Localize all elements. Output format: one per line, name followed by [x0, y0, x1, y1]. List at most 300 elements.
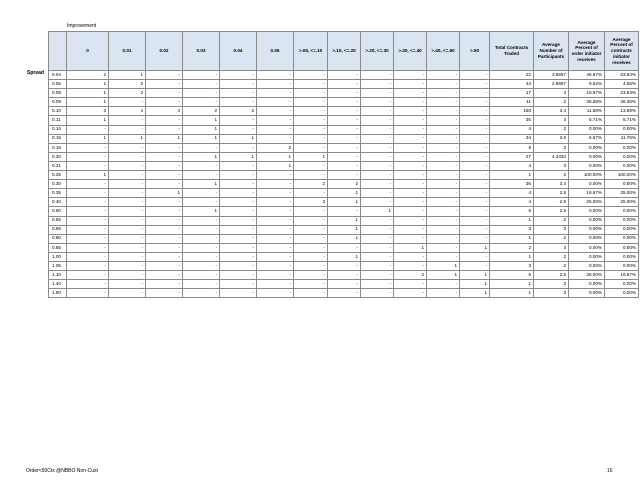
table-cell: - [146, 80, 183, 89]
table-cell: 4.3333 [534, 152, 569, 161]
table-cell: 1 [394, 243, 427, 252]
table-cell: 25.00% [605, 189, 639, 198]
table-cell: - [427, 289, 460, 298]
table-cell: - [394, 134, 427, 143]
table-cell: - [328, 152, 361, 161]
table-cell: 0.00% [605, 280, 639, 289]
table-cell: - [361, 289, 394, 298]
table-cell: - [257, 80, 294, 89]
table-cell: 34 [490, 134, 534, 143]
table-cell: - [294, 171, 328, 180]
table-cell: 1 [257, 161, 294, 170]
table-cell: - [460, 189, 490, 198]
table-cell: 3 [490, 261, 534, 270]
table-cell: 0.00% [569, 234, 605, 243]
table-cell: - [361, 161, 394, 170]
table-cell: - [460, 134, 490, 143]
table-cell: - [427, 216, 460, 225]
table-cell: - [294, 271, 328, 280]
table-cell: - [109, 98, 146, 107]
table-cell: - [146, 98, 183, 107]
table-cell: - [183, 80, 220, 89]
table-cell: - [361, 80, 394, 89]
table-row [49, 234, 639, 243]
table-cell: - [220, 261, 257, 270]
table-cell: 1 [109, 71, 146, 80]
table-row [49, 116, 639, 125]
table-cell: 3 [534, 161, 569, 170]
table-cell: - [146, 280, 183, 289]
table-cell: 1 [67, 80, 109, 89]
table-cell: - [220, 234, 257, 243]
table-cell: - [109, 152, 146, 161]
table-cell: - [294, 143, 328, 152]
spread-value-cell: 0.14 [49, 125, 67, 134]
table-cell: 0.00% [605, 243, 639, 252]
table-cell: 0.00% [569, 252, 605, 261]
table-cell: 1 [460, 280, 490, 289]
table-row [49, 161, 639, 170]
table-cell: 2.5 [534, 198, 569, 207]
table-cell: - [328, 271, 361, 280]
table-cell: - [183, 271, 220, 280]
table-cell: - [109, 143, 146, 152]
table-cell: - [328, 143, 361, 152]
table-cell: 4 [490, 189, 534, 198]
table-cell: 3.4 [534, 107, 569, 116]
table-cell: 1 [328, 198, 361, 207]
table-cell: - [361, 152, 394, 161]
table-cell: - [460, 225, 490, 234]
table-cell: - [257, 116, 294, 125]
table-cell: - [146, 161, 183, 170]
table-cell: 0.00% [605, 261, 639, 270]
table-row [49, 261, 639, 270]
table-cell: - [328, 134, 361, 143]
table-cell: - [109, 280, 146, 289]
spread-value-cell: 0.40 [49, 198, 67, 207]
table-body [49, 71, 639, 298]
table-cell: - [294, 243, 328, 252]
spread-value-cell: 1.10 [49, 271, 67, 280]
table-cell: - [146, 152, 183, 161]
table-cell: 2 [534, 98, 569, 107]
table-cell: - [220, 207, 257, 216]
table-cell: 23.53% [605, 89, 639, 98]
table-cell: 2.5 [534, 207, 569, 216]
spread-value-cell: 0.15 [49, 134, 67, 143]
table-cell: 36 [490, 180, 534, 189]
table-cell: - [67, 271, 109, 280]
column-header: 0.02 [146, 32, 183, 71]
table-cell: - [427, 89, 460, 98]
table-cell: 1 [328, 252, 361, 261]
table-cell: 1 [361, 207, 394, 216]
table-cell: - [109, 243, 146, 252]
table-cell: - [67, 152, 109, 161]
table-cell: 0.00% [605, 234, 639, 243]
table-cell: - [394, 71, 427, 80]
table-cell: 0.00% [605, 161, 639, 170]
table-cell: - [109, 171, 146, 180]
table-cell: - [220, 243, 257, 252]
table-cell: - [146, 180, 183, 189]
table-cell: - [183, 289, 220, 298]
table-cell: - [257, 252, 294, 261]
table-row [49, 98, 639, 107]
table-cell: - [328, 80, 361, 89]
table-cell: 4 [490, 161, 534, 170]
table-cell: - [361, 243, 394, 252]
table-cell: - [220, 80, 257, 89]
table-cell: - [183, 161, 220, 170]
column-header: >.40, <=.50 [427, 32, 460, 71]
table-cell: - [67, 207, 109, 216]
table-row [49, 271, 639, 280]
table-cell: 2 [490, 243, 534, 252]
table-cell: - [328, 243, 361, 252]
table-cell: 3 [534, 143, 569, 152]
spread-value-cell: 0.21 [49, 161, 67, 170]
table-cell: 1 [67, 89, 109, 98]
table-cell: - [109, 252, 146, 261]
column-header: Average Number of Participants [534, 32, 569, 71]
table-cell: - [146, 243, 183, 252]
table-cell: - [183, 198, 220, 207]
table-cell: - [220, 161, 257, 170]
table-cell: - [67, 143, 109, 152]
table-cell: 4 [490, 125, 534, 134]
table-cell: - [183, 261, 220, 270]
table-cell: 22 [490, 71, 534, 80]
table-cell: - [394, 216, 427, 225]
table-cell: 1 [328, 216, 361, 225]
table-cell: 8 [490, 143, 534, 152]
table-row [49, 243, 639, 252]
table-cell: - [146, 225, 183, 234]
table-cell: - [109, 261, 146, 270]
table-cell: - [183, 243, 220, 252]
table-cell: - [294, 252, 328, 261]
table-cell: - [328, 107, 361, 116]
table-cell: - [220, 271, 257, 280]
table-cell: - [460, 171, 490, 180]
table-cell: - [294, 107, 328, 116]
spread-value-cell: 0.20 [49, 152, 67, 161]
table-cell: - [460, 152, 490, 161]
table-cell: 1 [328, 234, 361, 243]
column-header: 0.05 [257, 32, 294, 71]
table-cell: 0.00% [605, 216, 639, 225]
table-cell: - [183, 98, 220, 107]
table-cell: - [294, 280, 328, 289]
table-cell: - [67, 216, 109, 225]
table-cell: 2 [534, 234, 569, 243]
table-cell: - [220, 216, 257, 225]
table-cell: - [257, 225, 294, 234]
spread-value-cell: 0.65 [49, 225, 67, 234]
table-cell: - [109, 116, 146, 125]
table-cell: 100.00% [605, 171, 639, 180]
table-cell: - [394, 207, 427, 216]
table-cell: 16.67% [569, 189, 605, 198]
table-cell: 0.00% [569, 180, 605, 189]
table-cell: - [294, 89, 328, 98]
table-cell: - [109, 216, 146, 225]
table-row [49, 134, 639, 143]
table-cell: - [361, 143, 394, 152]
table-cell: 0.00% [569, 261, 605, 270]
spread-value-cell: 0.55 [49, 216, 67, 225]
table-cell: - [361, 107, 394, 116]
spread-value-cell: 0.08 [49, 89, 67, 98]
table-cell: - [257, 125, 294, 134]
table-cell: - [361, 71, 394, 80]
table-cell: 0.00% [569, 125, 605, 134]
table-cell: 13.89% [605, 107, 639, 116]
table-cell: - [460, 216, 490, 225]
table-cell: - [220, 89, 257, 98]
table-cell: - [460, 234, 490, 243]
table-cell: 1 [427, 271, 460, 280]
table-cell: 2 [534, 125, 569, 134]
table-cell: 36.36% [605, 98, 639, 107]
table-cell: - [146, 271, 183, 280]
column-header: >.50 [460, 32, 490, 71]
table-cell: - [109, 198, 146, 207]
table-cell: 1 [328, 225, 361, 234]
column-header [49, 32, 67, 71]
spread-value-cell: 0.30 [49, 180, 67, 189]
table-cell: - [460, 98, 490, 107]
improvement-label: Improvement [67, 23, 97, 29]
table-cell: - [220, 98, 257, 107]
table-cell: 1 [460, 243, 490, 252]
table-row [49, 89, 639, 98]
table-cell: - [67, 161, 109, 170]
table-cell: 16.67% [605, 271, 639, 280]
table-cell: - [328, 71, 361, 80]
table-cell: 0.00% [569, 289, 605, 298]
spread-value-cell: 0.11 [49, 116, 67, 125]
table-cell: 2.6667 [534, 80, 569, 89]
table-cell: - [361, 125, 394, 134]
table-cell: - [183, 280, 220, 289]
table-cell: - [294, 289, 328, 298]
table-cell: - [67, 289, 109, 298]
spread-value-cell: 1.05 [49, 261, 67, 270]
table-cell: 1 [257, 152, 294, 161]
table-cell: - [220, 71, 257, 80]
table-cell: - [257, 216, 294, 225]
table-cell: 2 [109, 80, 146, 89]
table-cell: 1 [490, 289, 534, 298]
table-cell: - [294, 71, 328, 80]
table-cell: - [220, 180, 257, 189]
column-header: 0 [67, 32, 109, 71]
table-cell: 25.00% [569, 271, 605, 280]
table-cell: - [109, 207, 146, 216]
table-cell: 0.00% [605, 225, 639, 234]
footer-label: Order<50Ctx @NBBO Non-Cust [26, 468, 98, 474]
table-cell: - [460, 252, 490, 261]
column-header: Average Percent of contracts initiator receives [605, 32, 639, 71]
table-cell: - [460, 143, 490, 152]
table-cell: 1 [109, 134, 146, 143]
table-cell: - [109, 289, 146, 298]
table-cell: - [294, 225, 328, 234]
table-header-row [49, 32, 639, 71]
table-cell: - [257, 89, 294, 98]
table-cell: - [328, 116, 361, 125]
table-cell: - [328, 207, 361, 216]
table-cell: 1 [183, 134, 220, 143]
table-cell: 3 [294, 198, 328, 207]
table-row [49, 152, 639, 161]
table-cell: 3 [534, 289, 569, 298]
table-cell: - [394, 152, 427, 161]
table-cell: - [328, 261, 361, 270]
table-cell: - [361, 116, 394, 125]
table-cell: - [183, 89, 220, 98]
table-cell: 0.00% [605, 252, 639, 261]
table-cell: - [146, 89, 183, 98]
table-cell: - [257, 107, 294, 116]
table-cell: - [394, 189, 427, 198]
table-cell: 2 [183, 107, 220, 116]
table-cell: - [328, 280, 361, 289]
spread-value-cell: 0.85 [49, 243, 67, 252]
table-cell: - [427, 107, 460, 116]
table-cell: - [220, 225, 257, 234]
table-cell: 0.00% [569, 207, 605, 216]
table-cell: - [427, 252, 460, 261]
table-cell: - [257, 234, 294, 243]
table-cell: 1 [67, 171, 109, 180]
table-cell: 44 [490, 80, 534, 89]
column-header: 0.01 [109, 32, 146, 71]
table-cell: - [294, 80, 328, 89]
table-row [49, 198, 639, 207]
table-row [49, 225, 639, 234]
table-cell: 3.5 [534, 134, 569, 143]
table-cell: 0.00% [605, 152, 639, 161]
table-cell: - [183, 189, 220, 198]
table-cell: - [67, 198, 109, 207]
spread-value-cell: 0.25 [49, 171, 67, 180]
table-cell: - [257, 271, 294, 280]
spread-value-cell: 1.40 [49, 280, 67, 289]
table-cell: - [394, 289, 427, 298]
table-cell: 0.00% [569, 225, 605, 234]
table-cell: - [394, 252, 427, 261]
table-cell: - [460, 107, 490, 116]
table-cell: - [427, 243, 460, 252]
table-cell: 180 [490, 107, 534, 116]
table-cell: 1 [67, 116, 109, 125]
table-cell: 0.00% [569, 143, 605, 152]
table-cell: 2 [67, 71, 109, 80]
table-cell: 11 [490, 98, 534, 107]
table-cell: - [361, 280, 394, 289]
table-cell: 0.00% [569, 161, 605, 170]
table-cell: 16.67% [569, 89, 605, 98]
table-cell: - [257, 98, 294, 107]
table-cell: 2 [534, 171, 569, 180]
table-cell: - [67, 225, 109, 234]
table-cell: - [294, 261, 328, 270]
table-cell: - [220, 289, 257, 298]
table-cell: 11.76% [605, 134, 639, 143]
table-cell: 1 [427, 261, 460, 270]
table-cell: - [427, 171, 460, 180]
table-cell: 3 [490, 225, 534, 234]
table-cell: - [67, 280, 109, 289]
table-cell: - [394, 143, 427, 152]
table-cell: - [109, 234, 146, 243]
table-cell: - [361, 189, 394, 198]
table-cell: - [109, 161, 146, 170]
table-cell: - [394, 280, 427, 289]
table-cell: 2 [534, 216, 569, 225]
spread-value-cell: 0.05 [49, 80, 67, 89]
table-cell: - [427, 225, 460, 234]
spread-label: Spread [27, 70, 44, 76]
table-row [49, 189, 639, 198]
table-cell: - [427, 180, 460, 189]
table-cell: - [294, 116, 328, 125]
table-cell: 3 [534, 116, 569, 125]
table-cell: - [109, 225, 146, 234]
table-cell: 0.00% [605, 125, 639, 134]
table-cell: - [183, 143, 220, 152]
table-row [49, 252, 639, 261]
table-cell: 1 [183, 207, 220, 216]
table-cell: 0.00% [605, 289, 639, 298]
table-cell: - [294, 207, 328, 216]
table-cell: - [257, 180, 294, 189]
table-cell: - [328, 89, 361, 98]
table-cell: - [394, 107, 427, 116]
table-cell: 1 [67, 98, 109, 107]
table-cell: - [220, 171, 257, 180]
table-cell: - [146, 261, 183, 270]
table-cell: 5.71% [605, 116, 639, 125]
table-cell: 0.00% [569, 243, 605, 252]
table-cell: 4 [534, 89, 569, 98]
table-cell: - [427, 207, 460, 216]
table-cell: - [394, 261, 427, 270]
table-cell: - [67, 180, 109, 189]
table-row [49, 216, 639, 225]
table-cell: - [257, 261, 294, 270]
table-cell: 9.52% [569, 80, 605, 89]
table-cell: 1 [220, 152, 257, 161]
table-cell: - [427, 189, 460, 198]
table-cell: 1 [183, 180, 220, 189]
table-cell: - [257, 134, 294, 143]
table-cell: - [361, 134, 394, 143]
table-row [49, 180, 639, 189]
table-row [49, 207, 639, 216]
table-cell: - [67, 243, 109, 252]
spread-value-cell: 1.00 [49, 252, 67, 261]
table-cell: - [427, 198, 460, 207]
table-cell: 1 [294, 152, 328, 161]
table-cell: - [67, 234, 109, 243]
table-cell: - [394, 234, 427, 243]
table-cell: - [220, 143, 257, 152]
